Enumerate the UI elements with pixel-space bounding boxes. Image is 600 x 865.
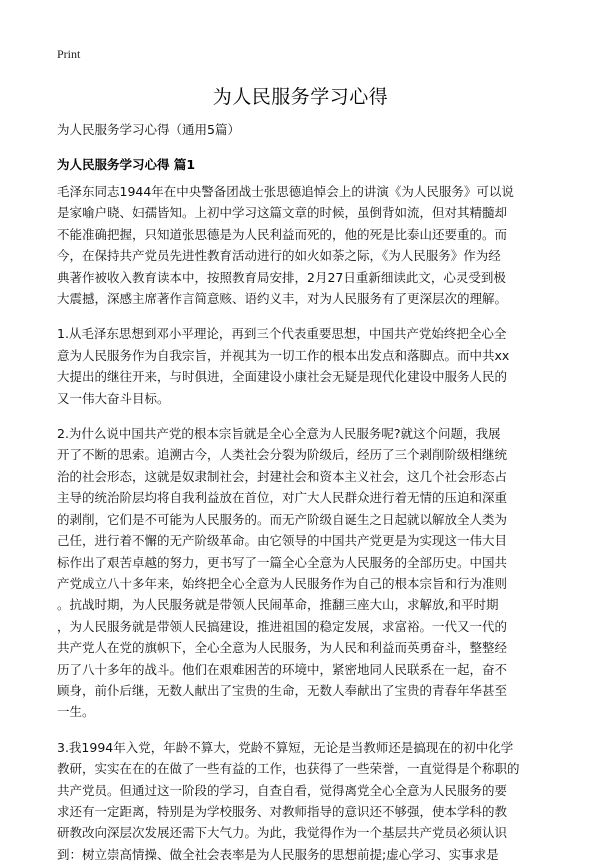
paragraph-line: 开了不断的思索。追溯古今，人类社会分裂为阶级后，经历了三个剥削阶级相继统 xyxy=(57,447,508,463)
paragraph-line: 产党成立八十多年来，始终把全心全意为人民服务作为自己的根本宗旨和行为准则 xyxy=(57,575,508,591)
paragraph-line: 到：树立崇高情操、做全社会表率是为人民服务的思想前提;虚心学习、实事求是 xyxy=(57,846,499,862)
paragraph-line: 2.为什么说中国共产党的根本宗旨就是全心全意为人民服务呢?就这个问题，我展 xyxy=(57,426,501,442)
document-subtitle: 为人民服务学习心得（通用5篇） xyxy=(57,122,240,137)
paragraph-line: 是家喻户晓、妇孺皆知。上初中学习这篇文章的时候，虽倒背如流，但对其精髓却 xyxy=(57,205,508,221)
paragraph-line: 意为人民服务作为自我宗旨，并视其为一切工作的根本出发点和落脚点。而中共xx xyxy=(57,347,510,363)
paragraph xyxy=(57,737,544,865)
paragraph-line: 顾身，前仆后继，无数人献出了宝贵的生命，无数人奉献出了宝贵的青春年华甚至 xyxy=(57,682,508,698)
paragraph-line: 1.从毛泽东思想到邓小平理论，再到三个代表重要思想，中国共产党始终把全心全 xyxy=(57,326,507,342)
paragraph-line: 求还有一定距离，特别是为学校服务、对教师指导的意识还不够强，使本学科的教 xyxy=(57,803,508,819)
paragraph-line: 历了八十多年的战斗。他们在艰难困苦的环境中，紧密地同人民联系在一起，奋不 xyxy=(57,661,508,677)
paragraph-line: 3.我1994年入党，年龄不算大，党龄不算短，无论是当教师还是搞现在的初中化学 xyxy=(57,739,514,755)
paragraph-line: 。抗战时期，为人民服务就是带领人民闹革命，推翻三座大山，求解放,和平时期 xyxy=(57,597,499,613)
paragraph-line: 典著作被收入教育读本中，按照教育局安排，2月27日重新细读此文，心灵受到极 xyxy=(57,269,506,285)
paragraph-line: 大提出的继往开来，与时俱进，全面建设小康社会无疑是现代化建设中服务人民的 xyxy=(57,369,508,385)
paragraph-line: 研教改向深层次发展还需下大气力。为此，我觉得作为一个基层共产党员必须认识 xyxy=(57,825,508,841)
paragraph xyxy=(57,181,544,309)
paragraph-line: 治的社会形态，这就是奴隶制社会，封建社会和资本主义社会，这几个社会形态占 xyxy=(57,468,508,484)
paragraph-line: 一生。 xyxy=(57,704,95,720)
article-body xyxy=(57,181,544,865)
paragraph xyxy=(57,323,544,409)
page-title: 为人民服务学习心得 xyxy=(212,86,389,108)
paragraph-line: 又一伟大奋斗目标。 xyxy=(57,390,170,406)
paragraph-line: 的剥削，它们是不可能为人民服务的。而无产阶级自诞生之日起就以解放全人类为 xyxy=(57,511,508,527)
paragraph-line: 不能准确把握，只知道张思德是为人民利益而死的，他的死是比泰山还要重的。而 xyxy=(57,226,508,242)
paragraph-line: 教研，实实在在的在做了一些有益的工作，也获得了一些荣誉，一直觉得是个称职的 xyxy=(57,761,520,777)
paragraph-line: ，为人民服务就是带领人民搞建设，推进祖国的稳定发展，求富裕。一代又一代的 xyxy=(57,618,508,634)
paragraph-line: 共产党员。但通过这一阶段的学习，自查自看，觉得离党全心全意为人民服务的要 xyxy=(57,782,508,798)
section-heading: 为人民服务学习心得 篇1 xyxy=(57,157,196,172)
paragraph-line: 今，在保持共产党员先进性教育活动进行的如火如荼之际，《为人民服务》作为经 xyxy=(57,248,501,264)
paragraph-line: 大震撼，深感主席著作言简意赅、语约义丰，对为人民服务有了更深层次的理解。 xyxy=(57,291,508,307)
paragraph-line: 共产党人在党的旗帜下，全心全意为人民服务，为人民和利益而英勇奋斗，整整经 xyxy=(57,640,508,656)
paragraph xyxy=(57,423,544,723)
print-link[interactable]: Print xyxy=(57,47,81,61)
paragraph-line: 主导的统治阶层均将自我利益放在首位，对广大人民群众进行着无情的压迫和深重 xyxy=(57,490,508,506)
paragraph-line: 己任，进行着不懈的无产阶级革命。由它领导的中国共产党更是为实现这一伟大目 xyxy=(57,533,508,549)
paragraph-line: 毛泽东同志1944年在中央警备团战士张思德追悼会上的讲演《为人民服务》可以说 xyxy=(57,184,514,199)
paragraph-line: 标作出了艰苦卓越的努力，更书写了一篇全心全意为人民服务的全部历史。中国共 xyxy=(57,554,508,570)
